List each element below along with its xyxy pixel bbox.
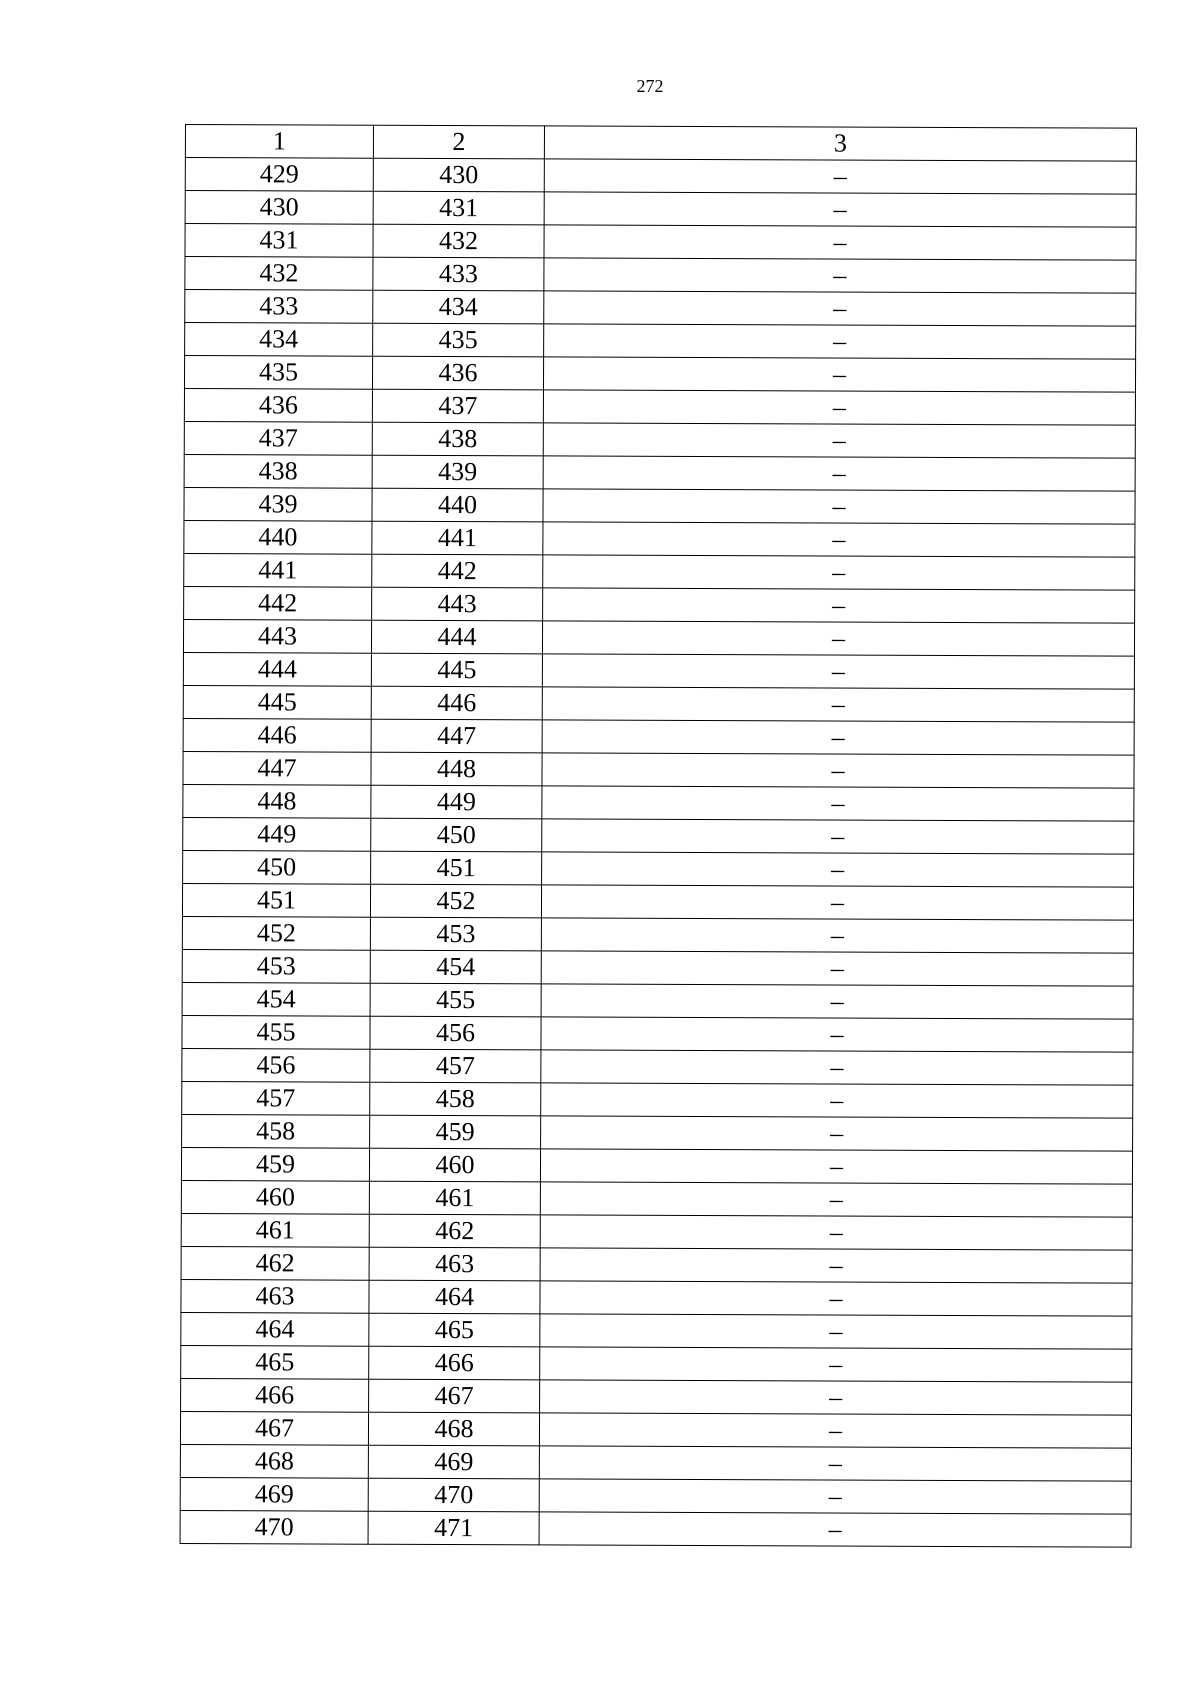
table-cell-col-2: 446 [371, 686, 542, 720]
table-cell-col-2: 462 [369, 1214, 540, 1248]
table-cell-col-2: 454 [370, 950, 541, 984]
table-cell-col-1: 448 [183, 784, 371, 818]
table-cell-col-2: 434 [373, 290, 544, 324]
table-row [180, 1411, 1131, 1448]
table-cell-col-2: 447 [371, 719, 542, 753]
table-cell-col-2: 461 [369, 1181, 540, 1215]
table-row [181, 1378, 1132, 1415]
table-header [185, 125, 1136, 162]
table-cell-col-1: 450 [183, 850, 371, 884]
table-cell-col-2: 436 [372, 356, 543, 390]
table-row [180, 1444, 1131, 1481]
table-cell-col-3: – [541, 1083, 1133, 1118]
table-cell-col-2: 435 [373, 323, 544, 357]
table-cell-col-2: 464 [369, 1280, 540, 1314]
table-row [182, 916, 1133, 953]
table-cell-col-1: 469 [180, 1477, 368, 1511]
table-cell-col-3: – [544, 192, 1136, 227]
column-header-1: 1 [185, 125, 373, 159]
table-cell-col-1: 440 [184, 520, 372, 554]
table-row [181, 1246, 1132, 1283]
table-cell-col-1: 453 [182, 949, 370, 983]
table-row [184, 487, 1135, 524]
table-cell-col-3: – [539, 1413, 1131, 1448]
table-cell-col-1: 437 [184, 421, 372, 455]
table-cell-col-3: – [540, 1281, 1132, 1316]
table-cell-col-1: 451 [182, 883, 370, 917]
table-cell-col-1: 436 [184, 388, 372, 422]
table-cell-col-1: 468 [180, 1444, 368, 1478]
table-cell-col-1: 434 [185, 323, 373, 357]
table-cell-col-1: 445 [183, 685, 371, 719]
table-cell-col-2: 471 [368, 1511, 539, 1545]
table-cell-col-3: – [540, 1314, 1132, 1349]
table-row [184, 421, 1135, 458]
table-cell-col-1: 446 [183, 718, 371, 752]
table-cell-col-1: 431 [185, 224, 373, 258]
table-cell-col-1: 449 [183, 817, 371, 851]
page-number: 272 [636, 76, 664, 96]
table-cell-col-3: – [539, 1446, 1131, 1481]
table-cell-col-2: 452 [370, 884, 541, 918]
table-cell-col-2: 467 [369, 1379, 540, 1413]
table-cell-col-1: 439 [184, 487, 372, 521]
table-cell-col-1: 444 [183, 652, 371, 686]
table-cell-col-1: 458 [182, 1114, 370, 1148]
table-cell-col-1: 462 [181, 1246, 369, 1280]
table-cell-col-2: 433 [373, 257, 544, 291]
table-cell-col-2: 438 [372, 422, 543, 456]
table-cell-col-2: 437 [372, 389, 543, 423]
table-cell-col-2: 439 [372, 455, 543, 489]
table-cell-col-3: – [543, 588, 1135, 623]
table-cell-col-3: – [542, 786, 1134, 821]
table-cell-col-3: – [543, 423, 1135, 458]
table-cell-col-3: – [542, 621, 1134, 656]
table-row [184, 454, 1135, 491]
table-row [181, 1213, 1132, 1250]
table-row [181, 1345, 1132, 1382]
table-row [184, 388, 1135, 425]
table-cell-col-3: – [543, 390, 1135, 425]
table-cell-col-3: – [543, 522, 1135, 557]
table-cell-col-1: 429 [185, 158, 373, 192]
table-row [181, 1312, 1132, 1349]
table-body [180, 158, 1136, 1548]
table-cell-col-3: – [544, 291, 1136, 326]
table-cell-col-3: – [540, 1347, 1132, 1382]
table-row [183, 817, 1134, 854]
table-cell-col-3: – [540, 1215, 1132, 1250]
table-row [185, 191, 1136, 228]
table-cell-col-2: 451 [371, 851, 542, 885]
table-cell-col-3: – [541, 1017, 1133, 1052]
table-cell-col-1: 443 [183, 619, 371, 653]
table-row [182, 1081, 1133, 1118]
table-cell-col-2: 470 [368, 1478, 539, 1512]
table-cell-col-1: 454 [182, 982, 370, 1016]
table-cell-col-2: 459 [370, 1115, 541, 1149]
table-cell-col-2: 463 [369, 1247, 540, 1281]
table-cell-col-1: 455 [182, 1015, 370, 1049]
column-header-2: 2 [373, 125, 544, 159]
table-cell-col-3: – [544, 225, 1136, 260]
table-cell-col-2: 431 [373, 191, 544, 225]
table-cell-col-2: 432 [373, 224, 544, 258]
table-cell-col-2: 458 [370, 1082, 541, 1116]
table-row [183, 850, 1134, 887]
table-row [183, 718, 1134, 755]
table-cell-col-1: 460 [181, 1180, 369, 1214]
table-row [182, 1114, 1133, 1151]
table-cell-col-1: 433 [185, 290, 373, 324]
table-cell-col-1: 432 [185, 257, 373, 291]
table-cell-col-3: – [543, 489, 1135, 524]
table-cell-col-3: – [542, 654, 1134, 689]
table-cell-col-3: – [541, 984, 1133, 1019]
table-cell-col-3: – [544, 159, 1136, 194]
table-cell-col-3: – [540, 1248, 1132, 1283]
table-cell-col-1: 464 [181, 1312, 369, 1346]
table-row [184, 586, 1135, 623]
table-cell-col-3: – [542, 720, 1134, 755]
table-cell-col-3: – [543, 456, 1135, 491]
table-cell-col-3: – [544, 258, 1136, 293]
table-cell-col-1: 435 [184, 356, 372, 390]
table-cell-col-2: 453 [370, 917, 541, 951]
table-row [184, 553, 1135, 590]
table-cell-col-3: – [543, 555, 1135, 590]
table-row [185, 224, 1136, 261]
table-cell-col-2: 440 [372, 488, 543, 522]
table-cell-col-1: 456 [182, 1048, 370, 1082]
table-cell-col-2: 465 [369, 1313, 540, 1347]
table-cell-col-2: 441 [372, 521, 543, 555]
table-cell-col-3: – [541, 1116, 1133, 1151]
table-cell-col-2: 444 [371, 620, 542, 654]
table-row [183, 784, 1134, 821]
table-cell-col-3: – [541, 918, 1133, 953]
table-row [183, 751, 1134, 788]
table-cell-col-2: 448 [371, 752, 542, 786]
table-cell-col-2: 430 [373, 158, 544, 192]
table-row [182, 982, 1133, 1019]
table-row [181, 1147, 1132, 1184]
table-cell-col-2: 466 [369, 1346, 540, 1380]
table-cell-col-2: 460 [369, 1148, 540, 1182]
table-cell-col-1: 452 [182, 916, 370, 950]
table-cell-col-1: 467 [180, 1411, 368, 1445]
table-row [184, 520, 1135, 557]
table-cell-col-2: 449 [371, 785, 542, 819]
table-cell-col-1: 442 [184, 586, 372, 620]
table-cell-col-2: 445 [371, 653, 542, 687]
table-row [185, 290, 1136, 327]
table-cell-col-2: 457 [370, 1049, 541, 1083]
table-row [184, 356, 1135, 393]
table-row [182, 883, 1133, 920]
table-cell-col-3: – [540, 1149, 1132, 1184]
table-cell-col-2: 468 [368, 1412, 539, 1446]
table-cell-col-3: – [539, 1512, 1131, 1547]
table-row [180, 1477, 1131, 1514]
table-cell-col-1: 465 [181, 1345, 369, 1379]
table-cell-col-1: 430 [185, 191, 373, 225]
table-row [185, 257, 1136, 294]
table-row [183, 652, 1134, 689]
table-cell-col-2: 455 [370, 983, 541, 1017]
table-row [185, 323, 1136, 360]
table-cell-col-3: – [544, 324, 1136, 359]
header-row [185, 125, 1136, 162]
table-row [181, 1180, 1132, 1217]
column-header-3: 3 [544, 126, 1136, 161]
table-cell-col-3: – [540, 1182, 1132, 1217]
table-cell-col-1: 457 [182, 1081, 370, 1115]
table-cell-col-2: 443 [372, 587, 543, 621]
table-cell-col-2: 442 [372, 554, 543, 588]
table-cell-col-1: 438 [184, 454, 372, 488]
table-row [185, 158, 1136, 195]
table-cell-col-1: 441 [184, 553, 372, 587]
table-cell-col-2: 469 [368, 1445, 539, 1479]
table-cell-col-1: 461 [181, 1213, 369, 1247]
table-row [182, 1015, 1133, 1052]
table-cell-col-3: – [542, 819, 1134, 854]
table-row [182, 949, 1133, 986]
table-cell-col-3: – [542, 753, 1134, 788]
table-cell-col-3: – [539, 1479, 1131, 1514]
table-cell-col-1: 463 [181, 1279, 369, 1313]
table-cell-col-3: – [540, 1380, 1132, 1415]
table-row [181, 1279, 1132, 1316]
data-table [180, 124, 1137, 1548]
table-cell-col-3: – [541, 885, 1133, 920]
table-cell-col-3: – [543, 357, 1135, 392]
table-cell-col-1: 447 [183, 751, 371, 785]
table-cell-col-2: 456 [370, 1016, 541, 1050]
table-cell-col-1: 459 [181, 1147, 369, 1181]
table-row [183, 619, 1134, 656]
table-cell-col-3: – [541, 951, 1133, 986]
table-cell-col-1: 470 [180, 1510, 368, 1544]
table-row [180, 1510, 1131, 1547]
table-row [183, 685, 1134, 722]
table-cell-col-2: 450 [371, 818, 542, 852]
table-cell-col-3: – [542, 687, 1134, 722]
table-cell-col-1: 466 [181, 1378, 369, 1412]
table-cell-col-3: – [541, 1050, 1133, 1085]
table-cell-col-3: – [542, 852, 1134, 887]
table-row [182, 1048, 1133, 1085]
